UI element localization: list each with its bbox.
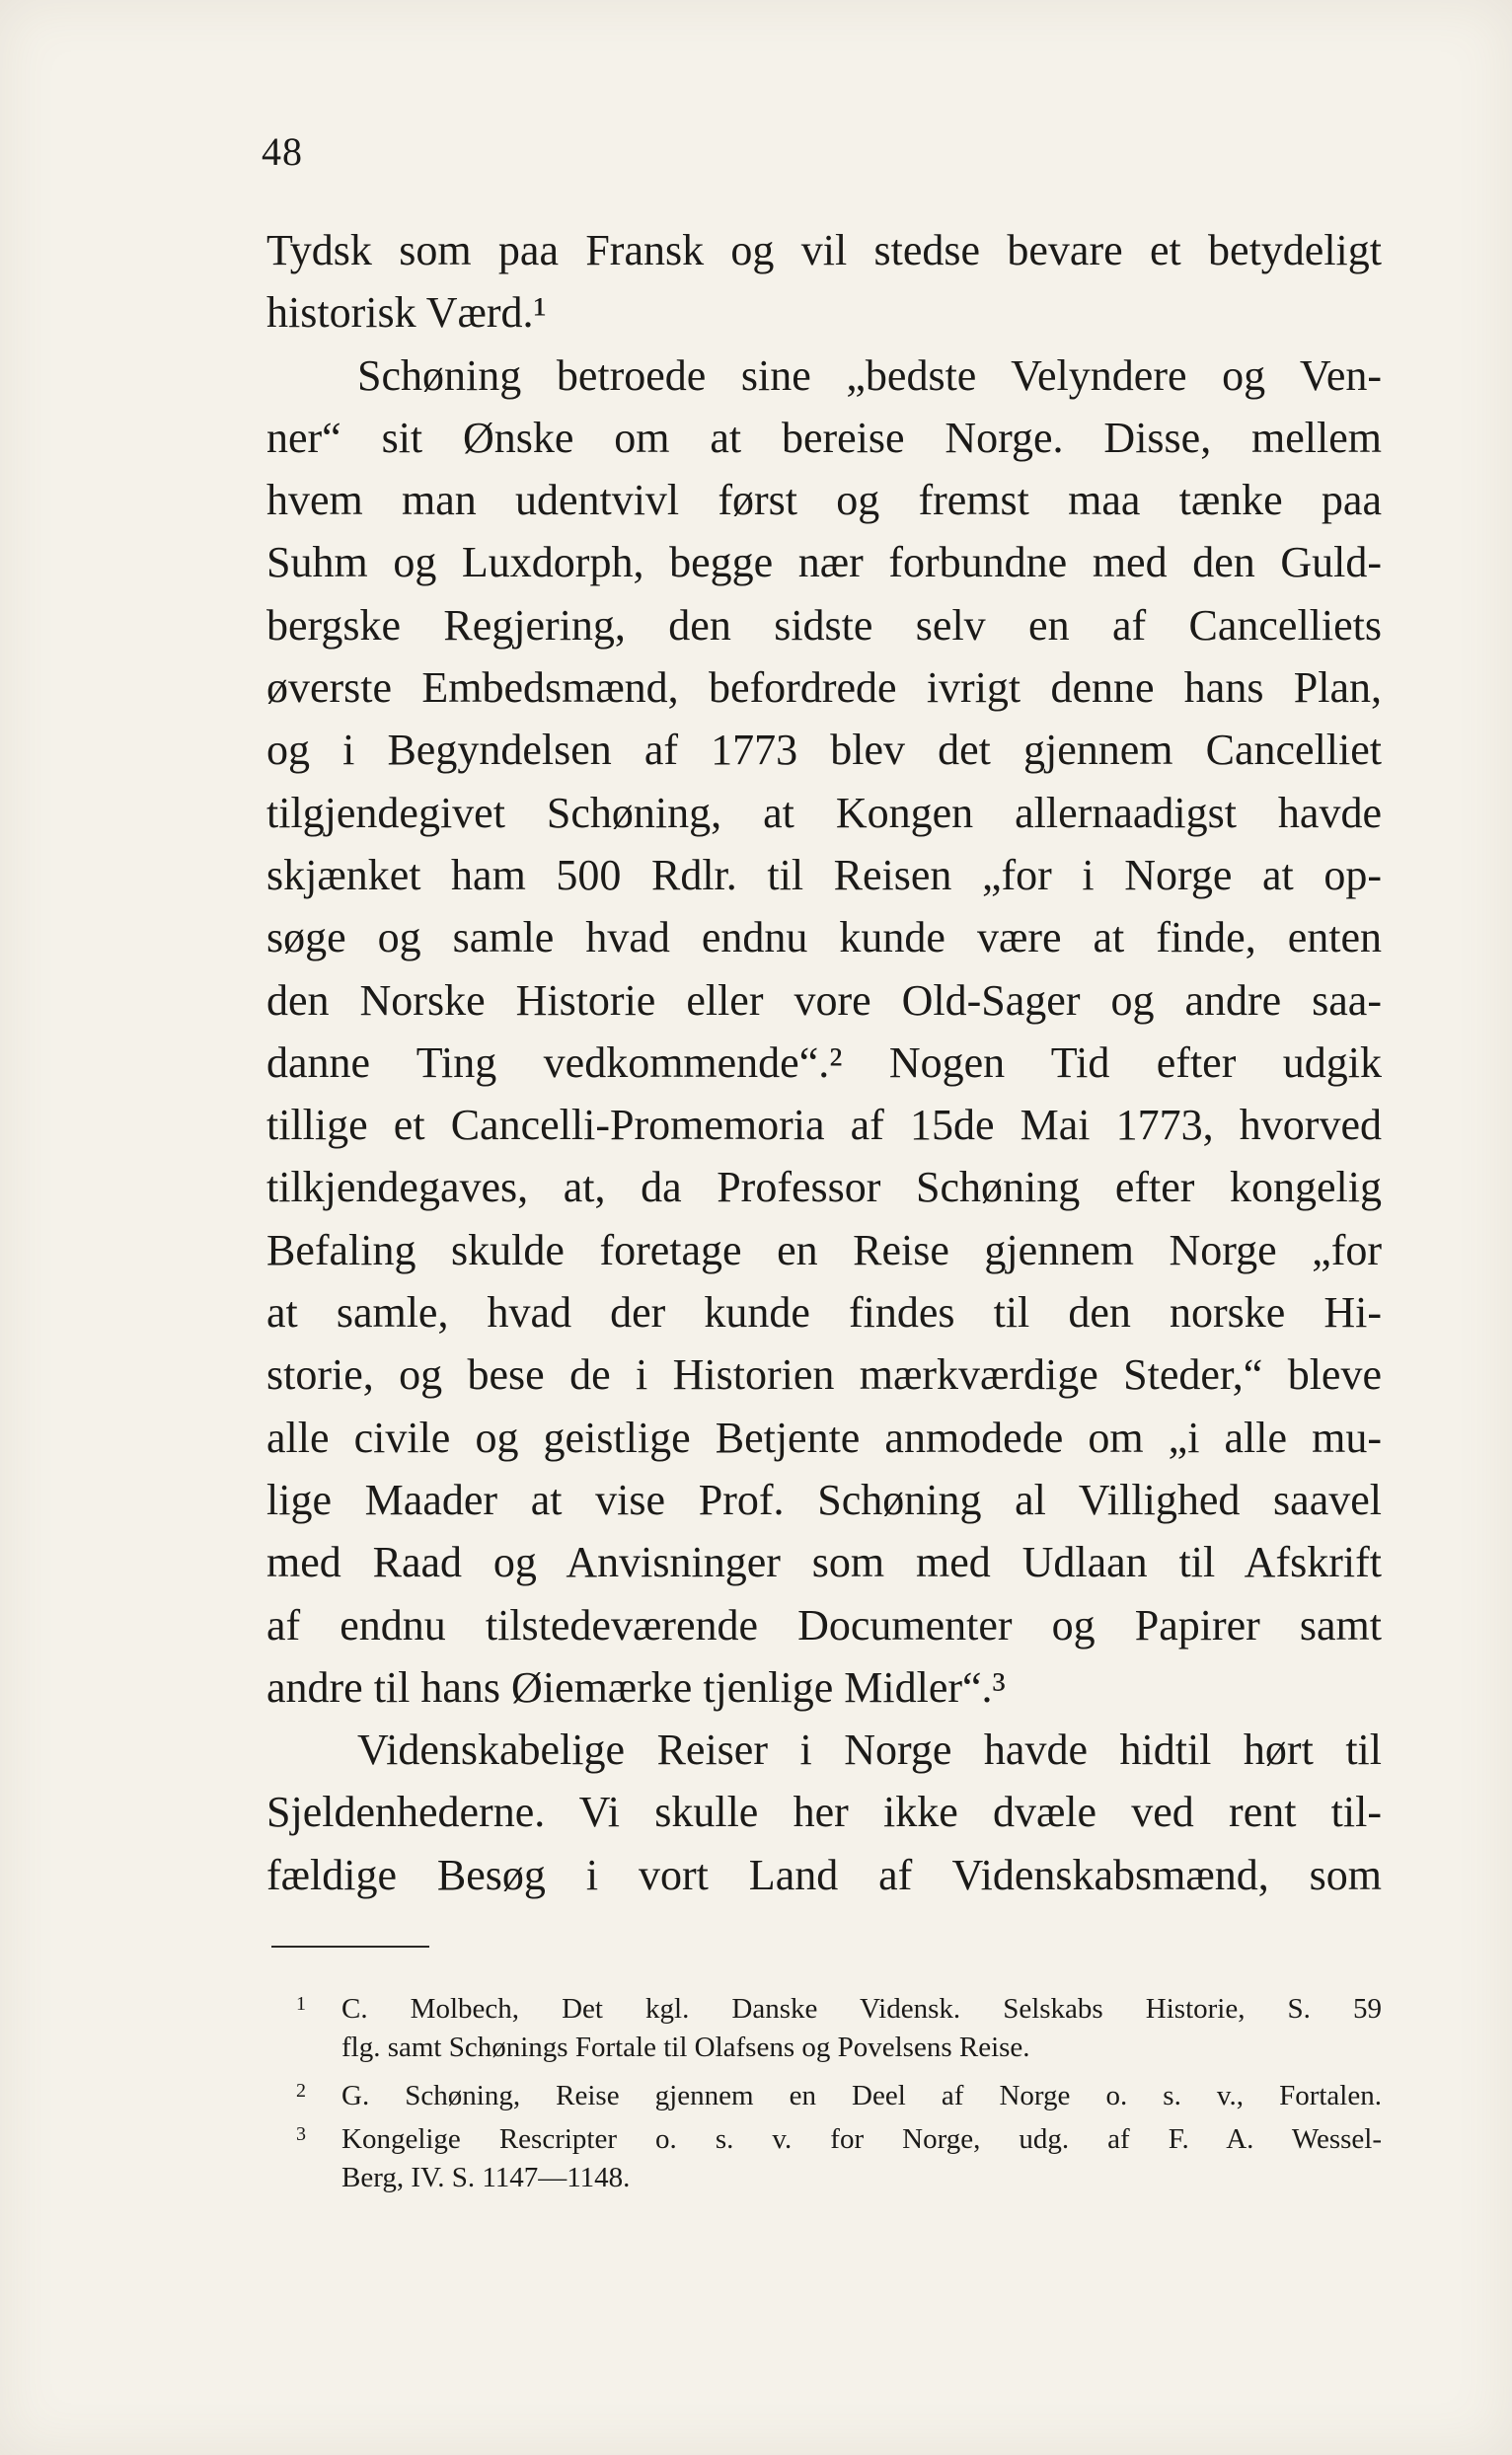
footnote-marker: 2 xyxy=(296,2080,306,2102)
text-line: og i Begyndelsen af 1773 blev det gjennem Cancelliet xyxy=(266,726,1382,775)
text-line: den Norske Historie eller vore Old-Sager og andre saa- xyxy=(266,975,1382,1025)
footnote-text: G. Schøning, Reise gjennem en Deel af Norge o. s. v., Fortalen. xyxy=(341,2080,1382,2111)
text-line: søge og samle hvad endnu kunde være at finde, enten xyxy=(266,913,1382,962)
text-line: med Raad og Anvisninger som med Udlaan til Afskrift xyxy=(266,1538,1382,1587)
text-line: ner“ sit Ønske om at bereise Norge. Disse, mellem xyxy=(266,413,1382,462)
footnote-3 xyxy=(296,2112,1382,2156)
footnote-text: Kongelige Rescripter o. s. v. for Norge, udg. af F. A. Wessel- xyxy=(341,2123,1382,2155)
text-line: tilkjendegaves, at, da Professor Schøning efter kongelig xyxy=(266,1163,1382,1212)
text-line: Sjeldenhederne. Vi skulle her ikke dvæle ved rent til- xyxy=(266,1788,1382,1837)
footnote-3-continued: Berg, IV. S. 1147—1148. xyxy=(341,2162,631,2193)
text-line: alle civile og geistlige Betjente anmodede om „i alle mu- xyxy=(266,1413,1382,1462)
text-line: af endnu tilstedeværende Documenter og Papirer samt xyxy=(266,1600,1382,1649)
text-line: danne Ting vedkommende“.² Nogen Tid efter udgik xyxy=(266,1037,1382,1087)
text-line: lige Maader at vise Prof. Schøning al Villighed saavel xyxy=(266,1475,1382,1524)
text-line: hvem man udentvivl først og fremst maa tænke paa xyxy=(266,476,1382,525)
text-line: Schøning betroede sine „bedste Velyndere og Ven- xyxy=(357,350,1382,400)
footnotes xyxy=(296,1982,1382,2199)
text-line: tilgjendegivet Schøning, at Kongen allernaadigst havde xyxy=(266,788,1382,837)
text-line: bergske Regjering, den sidste selv en af Cancelliets xyxy=(266,600,1382,650)
text-line: at samle, hvad der kunde findes til den norske Hi- xyxy=(266,1288,1382,1338)
body-text xyxy=(266,219,1382,1906)
footnote-marker: 1 xyxy=(296,1993,306,2015)
text-line: Befaling skulde foretage en Reise gjennem Norge „for xyxy=(266,1225,1382,1274)
text-line: skjænket ham 500 Rdlr. til Reisen „for i Norge at op- xyxy=(266,850,1382,899)
text-line: fældige Besøg i vort Land af Videnskabsmænd, som xyxy=(266,1850,1382,1899)
footnote-divider xyxy=(271,1946,429,1948)
text-line: øverste Embedsmænd, befordrede ivrigt denne hans Plan, xyxy=(266,663,1382,713)
page-number: 48 xyxy=(262,129,303,174)
text-line: historisk Værd.¹ xyxy=(266,288,547,338)
footnote-marker: 3 xyxy=(296,2123,306,2145)
text-line: Suhm og Luxdorph, begge nær forbundne med den Guld- xyxy=(266,538,1382,587)
text-line: storie, og bese de i Historien mærkværdige Steder,“ bleve xyxy=(266,1350,1382,1400)
footnote-1 xyxy=(296,1982,1382,2026)
footnote-1-continued: flg. samt Schønings Fortale til Olafsens og Povelsens Reise. xyxy=(341,2032,1030,2063)
text-line: Videnskabelige Reiser i Norge havde hidtil hørt til xyxy=(357,1726,1382,1775)
text-line: andre til hans Øiemærke tjenlige Midler“.³ xyxy=(266,1662,1006,1712)
text-line: tillige et Cancelli-Promemoria af 15de Mai 1773, hvorved xyxy=(266,1101,1382,1150)
footnote-text: C. Molbech, Det kgl. Danske Vidensk. Selskabs Historie, S. 59 xyxy=(341,1993,1382,2025)
footnote-2 xyxy=(296,2069,1382,2112)
text-line: Tydsk som paa Fransk og vil stedse bevare et betydeligt xyxy=(266,226,1382,274)
